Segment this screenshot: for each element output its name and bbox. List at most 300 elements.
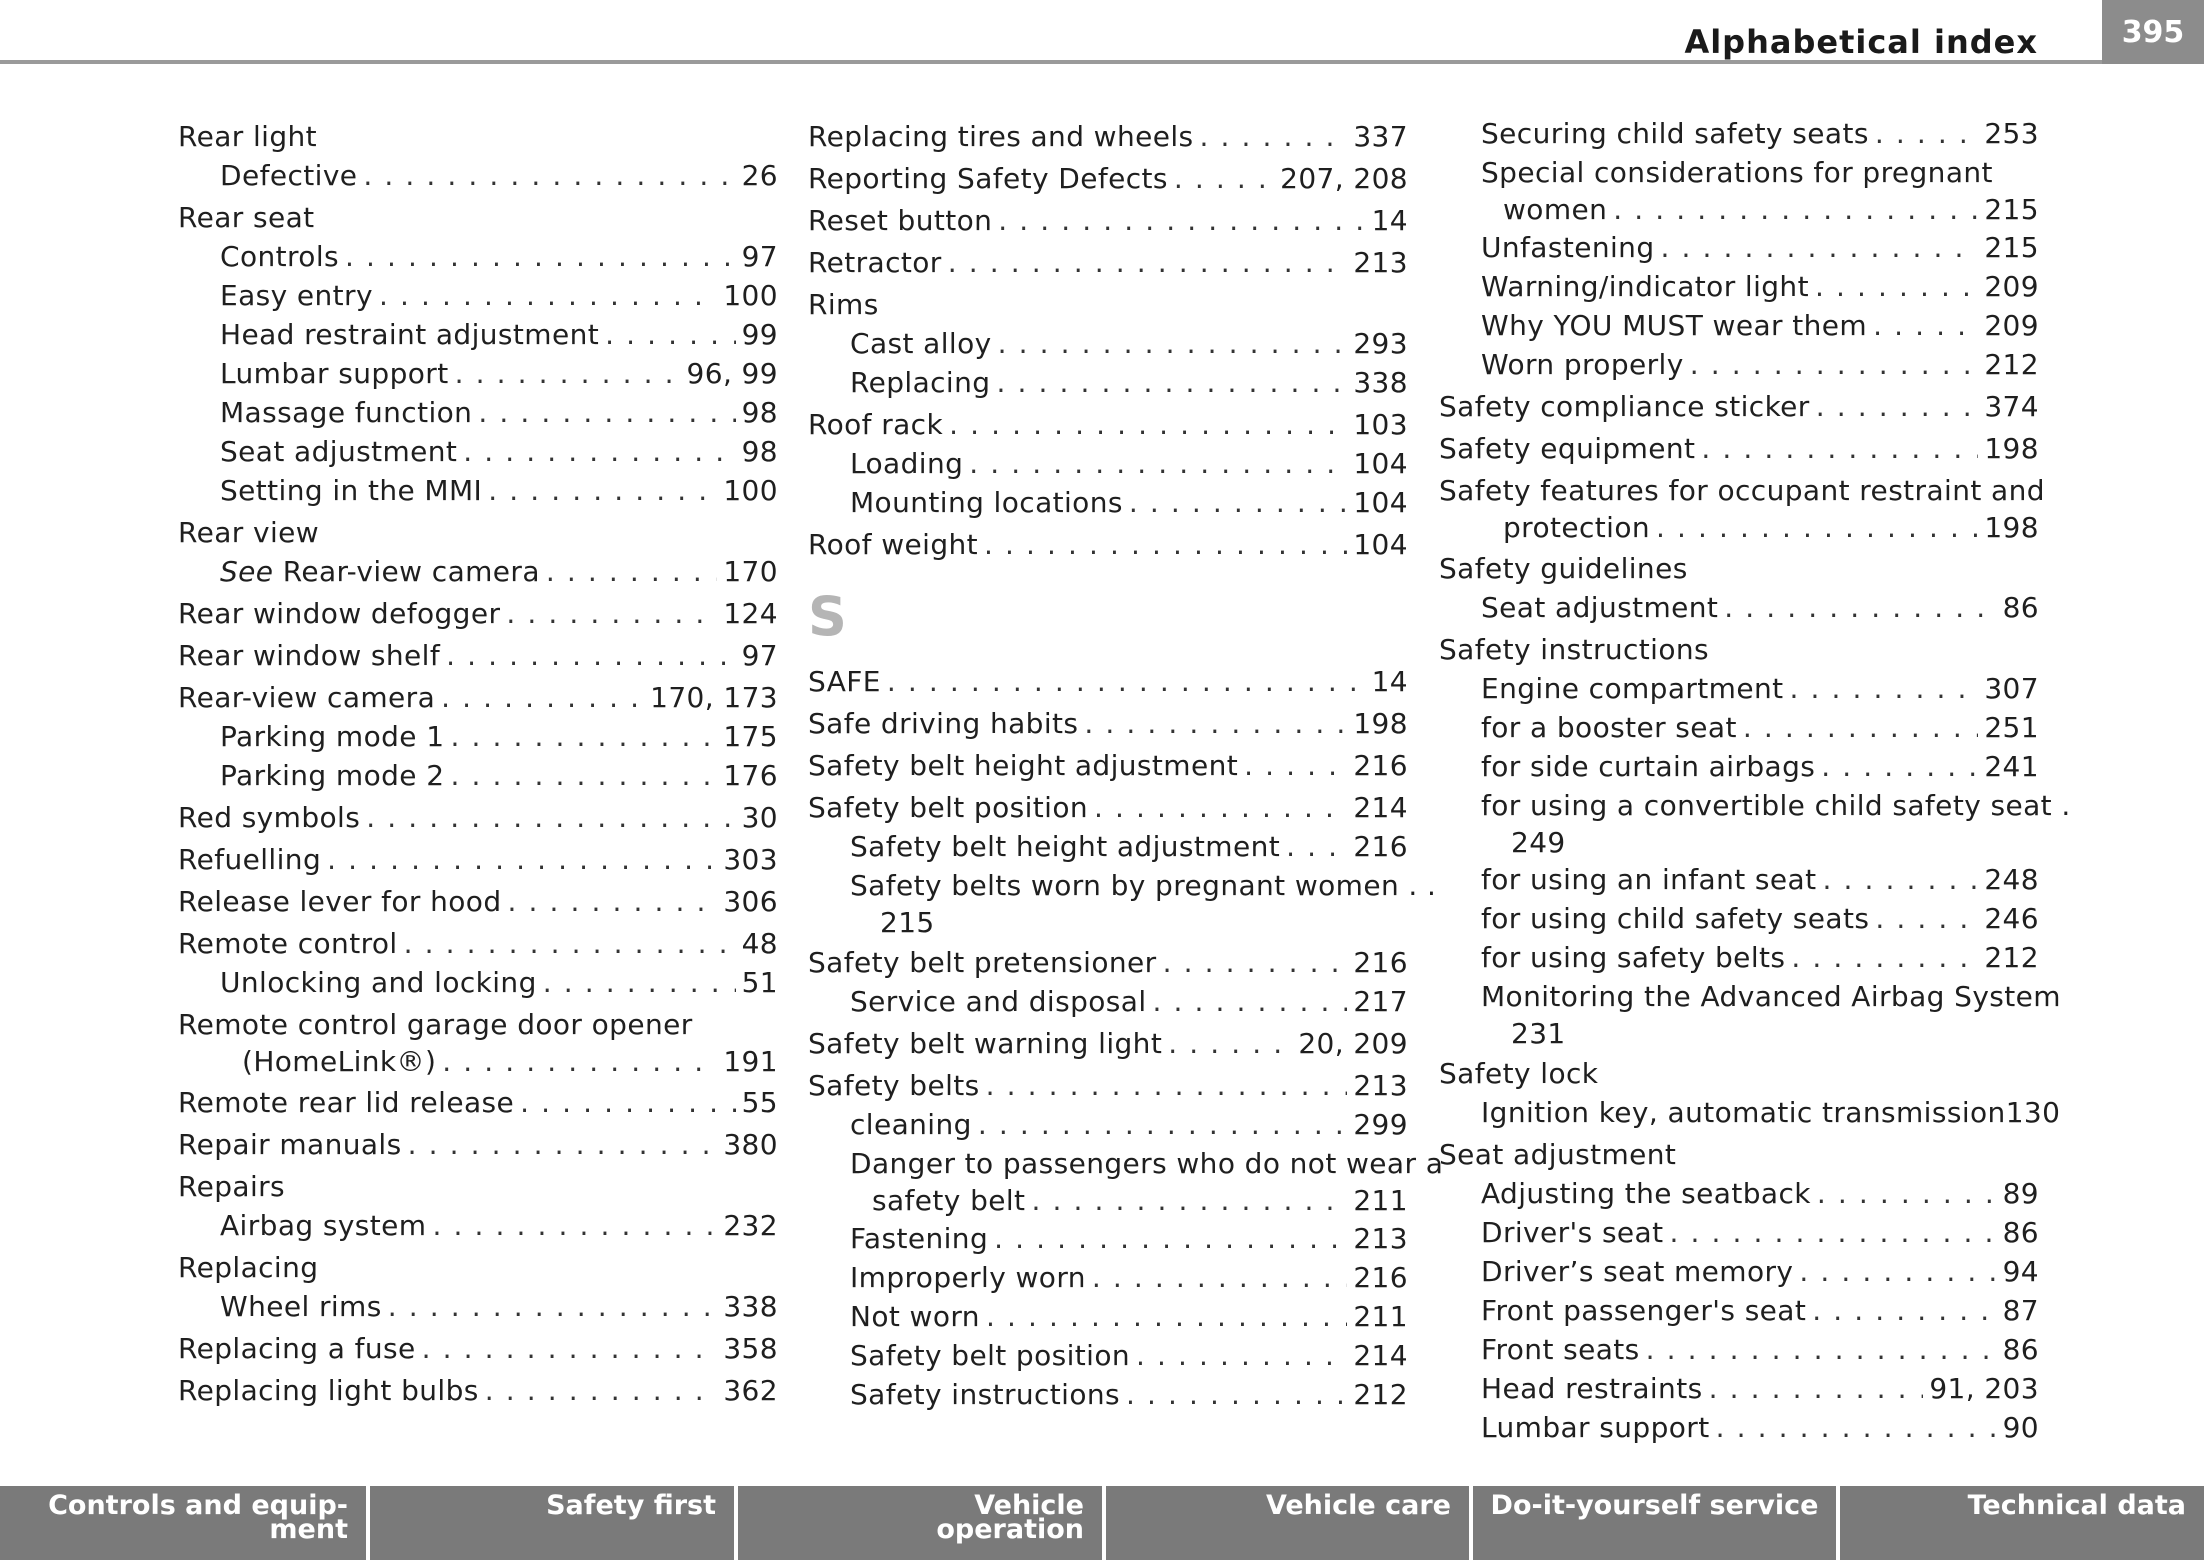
entry-page: 130 — [2005, 1096, 2061, 1129]
dot-leader — [1129, 483, 1347, 522]
entry-term — [1481, 747, 1815, 786]
dot-leader — [488, 471, 717, 510]
footer-tab-label: Vehicle care — [1265, 1490, 1451, 1521]
dot-leader — [1031, 1183, 1347, 1219]
index-entry — [178, 1167, 778, 1206]
entry-label: for a booster seat — [1481, 711, 1737, 744]
index-entry — [808, 159, 1408, 198]
entry-term — [220, 354, 449, 393]
entry-term — [178, 840, 321, 879]
entry-term — [220, 1206, 426, 1245]
entry-term — [808, 1066, 980, 1105]
footer-nav — [0, 1486, 2204, 1560]
entry-page: 214 — [1353, 1339, 1408, 1372]
entry-page: 241 — [1984, 750, 2039, 783]
index-column-1 — [178, 114, 778, 1410]
entry-term — [178, 924, 398, 963]
index-entry — [808, 1258, 1408, 1297]
entry-term — [850, 1297, 980, 1336]
index-entry — [1439, 1408, 2039, 1447]
dot-leader — [1168, 1024, 1292, 1063]
entry-label: Special considerations for pregnant — [1481, 156, 1993, 189]
entry-label: Defective — [220, 159, 358, 192]
index-entry — [1439, 977, 2061, 1016]
footer-tab-label: Safety first — [546, 1490, 716, 1521]
entry-label: Safety compliance sticker — [1439, 390, 1810, 423]
entry-page: 14 — [1371, 204, 1408, 237]
entry-term — [850, 324, 992, 363]
dot-leader — [1200, 117, 1348, 156]
entry-label: Why YOU MUST wear them — [1481, 309, 1868, 342]
index-entry — [808, 746, 1408, 785]
dot-leader — [463, 432, 735, 471]
index-entry — [808, 866, 1437, 905]
entry-term — [178, 1005, 693, 1044]
entry-label: Roof weight — [808, 528, 979, 561]
entry-term — [220, 1287, 382, 1326]
index-entry — [1439, 1174, 2039, 1213]
index-entry — [1439, 267, 2039, 306]
entry-term — [1481, 977, 2061, 1016]
dot-leader — [1286, 827, 1347, 866]
entry-term — [1481, 1369, 1703, 1408]
entry-continuation — [808, 1183, 1408, 1219]
entry-label: Repairs — [178, 1170, 286, 1203]
entry-page: 97 — [741, 639, 778, 672]
entry-term — [808, 285, 879, 324]
index-entry — [1439, 1291, 2039, 1330]
entry-term — [1481, 228, 1655, 267]
dot-leader — [1244, 746, 1347, 785]
entry-page: 215 — [1984, 231, 2039, 264]
dot-leader — [1690, 345, 1979, 384]
index-entry — [178, 237, 778, 276]
index-entry — [808, 1105, 1408, 1144]
entry-page: 253 — [1984, 117, 2039, 150]
entry-label: Wheel rims — [220, 1290, 382, 1323]
index-entry — [178, 354, 778, 393]
dot-leader — [984, 525, 1347, 564]
index-entry — [178, 594, 778, 633]
entry-term — [1481, 114, 1869, 153]
entry-page: 209 — [1984, 270, 2039, 303]
entry-term — [178, 198, 315, 237]
index-entry — [1439, 1093, 2061, 1132]
entry-label: Easy entry — [220, 279, 373, 312]
entry-term — [1481, 669, 1784, 708]
entry-page: 198 — [1353, 707, 1408, 740]
index-entry — [1439, 1252, 2039, 1291]
dot-leader — [506, 594, 717, 633]
index-entry — [1439, 153, 2039, 192]
dot-leader — [1790, 669, 1979, 708]
index-entry — [1439, 429, 2039, 468]
dot-leader — [1661, 228, 1979, 267]
entry-term — [808, 525, 978, 564]
index-entry — [808, 1375, 1408, 1414]
dot-leader — [442, 1044, 717, 1080]
entry-page: 246 — [1984, 902, 2039, 935]
entry-page: 213 — [1353, 1222, 1408, 1255]
dot-leader — [450, 756, 717, 795]
footer-tab-technical-data[interactable] — [1840, 1486, 2204, 1560]
dot-leader — [887, 662, 1366, 701]
entry-label: Safety instructions — [1439, 633, 1710, 666]
dot-leader — [1812, 1291, 1996, 1330]
entry-label: Service and disposal — [850, 985, 1147, 1018]
entry-term — [1481, 938, 1785, 977]
dot-leader — [508, 882, 718, 921]
entry-label: Rear-view camera — [178, 681, 436, 714]
entry-term — [220, 717, 444, 756]
entry-page: 215 — [880, 906, 935, 939]
entry-page: 30 — [741, 801, 778, 834]
index-entry — [178, 1083, 778, 1122]
index-entry — [808, 405, 1408, 444]
entry-term — [220, 276, 373, 315]
entry-term — [220, 963, 537, 1002]
entry-page: 380 — [723, 1128, 778, 1161]
dot-leader — [379, 276, 717, 315]
entry-page: 293 — [1353, 327, 1408, 360]
entry-continuation — [178, 1044, 778, 1080]
dot-leader — [1163, 943, 1348, 982]
entry-page: 198 — [1984, 511, 2039, 544]
dot-leader — [948, 243, 1348, 282]
entry-page: 213 — [1353, 1069, 1408, 1102]
entry-term — [220, 471, 482, 510]
index-entry — [1439, 1213, 2039, 1252]
dot-leader — [1670, 1213, 1997, 1252]
dot-leader — [1817, 1174, 1997, 1213]
entry-label: Monitoring the Advanced Airbag System — [1481, 980, 2061, 1013]
dot-leader — [1875, 114, 1979, 153]
entry-page: 100 — [723, 474, 778, 507]
index-entry — [808, 285, 1408, 324]
entry-label: for using a convertible child safety seat . — [1481, 789, 2071, 822]
index-entry — [808, 1297, 1408, 1336]
dot-leader — [1799, 1252, 1996, 1291]
entry-label: SAFE — [808, 665, 881, 698]
entry-label: Lumbar support — [220, 357, 449, 390]
entry-page: 212 — [1984, 348, 2039, 381]
entry-term — [808, 201, 992, 240]
index-entry — [808, 1024, 1408, 1063]
entry-label: Unfastening — [1481, 231, 1655, 264]
entry-label: Airbag system — [220, 1209, 427, 1242]
entry-label: Securing child safety seats — [1481, 117, 1869, 150]
entry-term — [850, 1375, 1120, 1414]
index-entry — [178, 156, 778, 195]
entry-label: Replacing a fuse — [178, 1332, 416, 1365]
entry-term — [850, 866, 1436, 905]
dot-leader — [432, 1206, 717, 1245]
entry-term — [850, 1336, 1130, 1375]
entry-term — [850, 1219, 988, 1258]
entry-label: cleaning — [850, 1108, 972, 1141]
entry-term — [1481, 1093, 2006, 1132]
dot-leader — [994, 1219, 1347, 1258]
entry-term — [1481, 306, 1867, 345]
index-entry — [1439, 1054, 2039, 1093]
entry-label: Setting in the MMI — [220, 474, 483, 507]
entry-label: Retractor — [808, 246, 942, 279]
entry-label: Seat adjustment — [1439, 1138, 1677, 1171]
index-entry — [808, 483, 1408, 522]
index-entry — [178, 1371, 778, 1410]
entry-term — [1481, 1330, 1640, 1369]
entry-term — [220, 156, 357, 195]
index-entry — [178, 798, 778, 837]
entry-label: Reset button — [808, 204, 993, 237]
index-entry — [1439, 860, 2039, 899]
index-entry — [808, 662, 1408, 701]
entry-term — [178, 1329, 416, 1368]
entry-label: Safety belts — [808, 1069, 980, 1102]
entry-page: 90 — [2002, 1411, 2039, 1444]
entry-label: Mounting locations — [850, 486, 1123, 519]
dot-leader — [1875, 899, 1978, 938]
index-entry — [808, 444, 1408, 483]
entry-label: Safe driving habits — [808, 707, 1079, 740]
dot-leader — [543, 963, 736, 1002]
dot-leader — [1716, 1408, 1997, 1447]
entry-term — [850, 483, 1123, 522]
entry-page: 98 — [741, 396, 778, 429]
index-entry — [1439, 747, 2039, 786]
entry-page: 213 — [1353, 246, 1408, 279]
index-entry — [1439, 708, 2039, 747]
index-entry — [1439, 1369, 2039, 1408]
dot-leader — [366, 798, 735, 837]
entry-label: Red symbols — [178, 801, 361, 834]
dot-leader — [1092, 1258, 1347, 1297]
entry-page: 170 — [723, 555, 778, 588]
index-entry — [808, 788, 1408, 827]
dot-leader — [1709, 1369, 1924, 1408]
entry-term — [850, 444, 963, 483]
entry-label: Rear seat — [178, 201, 315, 234]
entry-page: 216 — [1353, 1261, 1408, 1294]
entry-label: Rims — [808, 288, 879, 321]
footer-tab-label: Do-it-yourself service — [1490, 1490, 1819, 1521]
entry-page: 306 — [723, 885, 778, 918]
dot-leader — [485, 1371, 718, 1410]
entry-page: 55 — [741, 1086, 778, 1119]
entry-label: Refuelling — [178, 843, 322, 876]
page-title: Alphabetical index — [1684, 23, 2038, 61]
entry-label-cont: safety belt — [872, 1184, 1026, 1217]
entry-term — [178, 678, 435, 717]
entry-page: 20, 209 — [1298, 1027, 1408, 1060]
footer-tab-vehicle-operation[interactable] — [738, 1486, 1106, 1560]
entry-term — [1481, 708, 1737, 747]
entry-label: Remote control — [178, 927, 398, 960]
footer-tab-label-line2: ment — [269, 1514, 348, 1545]
entry-page: 89 — [2002, 1177, 2039, 1210]
entry-term — [1481, 153, 1993, 192]
entry-label: Ignition key, automatic transmission — [1481, 1096, 2006, 1129]
entry-term — [1481, 1174, 1811, 1213]
entry-page: 191 — [723, 1045, 778, 1078]
entry-page: 216 — [1353, 946, 1408, 979]
entry-term — [178, 117, 317, 156]
entry-term — [220, 432, 457, 471]
footer-tab-vehicle-care[interactable] — [1106, 1486, 1473, 1560]
entry-page: 51 — [741, 966, 778, 999]
entry-page: 216 — [1353, 830, 1408, 863]
footer-tab-label: Vehicle operation — [936, 1490, 1084, 1545]
entry-term — [178, 1167, 285, 1206]
entry-page: 86 — [2002, 1216, 2039, 1249]
entry-term — [1481, 860, 1816, 899]
entry-page: 104 — [1353, 528, 1408, 561]
entry-term — [850, 1105, 972, 1144]
index-entry — [1439, 669, 2039, 708]
entry-page: 14 — [1371, 665, 1408, 698]
index-entry — [178, 756, 778, 795]
entry-page: 338 — [1353, 366, 1408, 399]
entry-label: for using safety belts — [1481, 941, 1786, 974]
entry-page: 249 — [1511, 826, 1566, 859]
entry-label-cont: protection — [1503, 511, 1651, 544]
index-entry — [178, 678, 778, 717]
entry-term — [850, 982, 1147, 1021]
index-entry — [178, 840, 778, 879]
index-entry — [178, 1287, 778, 1326]
entry-page: 26 — [741, 159, 778, 192]
entry-label: Rear-view camera — [282, 555, 540, 588]
entry-term — [850, 1258, 1086, 1297]
index-entry — [808, 943, 1408, 982]
entry-continuation — [1439, 510, 2039, 546]
entry-term — [1481, 1252, 1793, 1291]
entry-page: 358 — [723, 1332, 778, 1365]
footer-tab-diy-service[interactable] — [1473, 1486, 1840, 1560]
entry-label: Loading — [850, 447, 964, 480]
index-entry — [178, 1005, 778, 1044]
entry-term — [178, 798, 360, 837]
footer-tab-controls[interactable] — [0, 1486, 370, 1560]
entry-term — [1481, 1291, 1806, 1330]
entry-page: 232 — [723, 1209, 778, 1242]
entry-label: Release lever for hood — [178, 885, 502, 918]
index-entry — [1439, 549, 2039, 588]
index-entry — [808, 704, 1408, 743]
dot-leader — [1656, 510, 1978, 546]
entry-page: 211 — [1353, 1184, 1408, 1217]
entry-page: 209 — [1984, 309, 2039, 342]
entry-label: Roof rack — [808, 408, 944, 441]
index-entry — [1439, 899, 2039, 938]
index-entry — [1439, 471, 2045, 510]
entry-page: 212 — [1984, 941, 2039, 974]
dot-leader — [978, 1105, 1348, 1144]
entry-label: Safety belt pretensioner — [808, 946, 1157, 979]
index-entry — [1439, 1135, 2039, 1174]
dot-leader — [345, 237, 736, 276]
entry-page: 100 — [723, 279, 778, 312]
dot-leader — [446, 636, 735, 675]
index-entry — [178, 315, 778, 354]
entry-page: 94 — [2002, 1255, 2039, 1288]
entry-term — [178, 513, 319, 552]
index-entry — [808, 117, 1408, 156]
footer-tab-safety-first[interactable] — [370, 1486, 738, 1560]
entry-page: 337 — [1353, 120, 1408, 153]
entry-page: 91, 203 — [1929, 1372, 2039, 1405]
dot-leader — [1136, 1336, 1347, 1375]
index-entry — [178, 1248, 778, 1287]
entry-term — [178, 1248, 318, 1287]
entry-label: Safety belt warning light — [808, 1027, 1163, 1060]
entry-label: Engine compartment — [1481, 672, 1784, 705]
entry-page: 48 — [741, 927, 778, 960]
entry-page: 176 — [723, 759, 778, 792]
index-entry — [1439, 1330, 2039, 1369]
entry-page: 214 — [1353, 791, 1408, 824]
entry-page: 374 — [1984, 390, 2039, 423]
dot-leader — [520, 1083, 735, 1122]
dot-leader — [1791, 938, 1978, 977]
dot-leader — [327, 840, 717, 879]
entry-label: Safety equipment — [1439, 432, 1696, 465]
entry-term — [1439, 1054, 1598, 1093]
index-entry — [178, 513, 778, 552]
footer-tab-label: Technical data — [1967, 1490, 2186, 1521]
entry-term — [1481, 267, 1809, 306]
entry-label: Safety features for occupant restraint and — [1439, 474, 2045, 507]
index-entry — [808, 363, 1408, 402]
index-entry — [1439, 387, 2039, 426]
dot-leader — [404, 924, 736, 963]
entry-term — [178, 594, 500, 633]
index-entry — [1439, 228, 2039, 267]
entry-term — [1481, 1213, 1664, 1252]
dot-leader — [1153, 982, 1348, 1021]
entry-label: Safety instructions — [850, 1378, 1121, 1411]
entry-page: 307 — [1984, 672, 2039, 705]
entry-term — [808, 117, 1194, 156]
entry-label: Worn properly — [1481, 348, 1684, 381]
entry-term — [808, 662, 881, 701]
dot-leader — [478, 393, 735, 432]
entry-page: 303 — [723, 843, 778, 876]
dot-leader — [1873, 306, 1978, 345]
index-entry — [808, 827, 1408, 866]
entry-label: Safety belt position — [808, 791, 1089, 824]
dot-leader — [1084, 704, 1347, 743]
index-entry — [178, 1329, 778, 1368]
entry-term — [220, 552, 540, 591]
footer-tab-label: Controls and equip- — [48, 1490, 348, 1521]
entry-page: 217 — [1353, 985, 1408, 1018]
entry-term — [850, 363, 990, 402]
entry-page: 212 — [1353, 1378, 1408, 1411]
entry-term — [808, 746, 1238, 785]
entry-page: 215 — [1984, 193, 2039, 226]
index-entry — [178, 963, 778, 1002]
entry-label: Warning/indicator light — [1481, 270, 1809, 303]
entry-label: Unlocking and locking — [220, 966, 537, 999]
dot-leader — [605, 315, 735, 354]
index-column-3 — [1439, 114, 2071, 1447]
entry-label: for using an infant seat — [1481, 863, 1817, 896]
entry-page: 86 — [2002, 1333, 2039, 1366]
index-column-2 — [808, 114, 1444, 1414]
entry-term — [1439, 429, 1695, 468]
dot-leader — [1743, 708, 1978, 747]
